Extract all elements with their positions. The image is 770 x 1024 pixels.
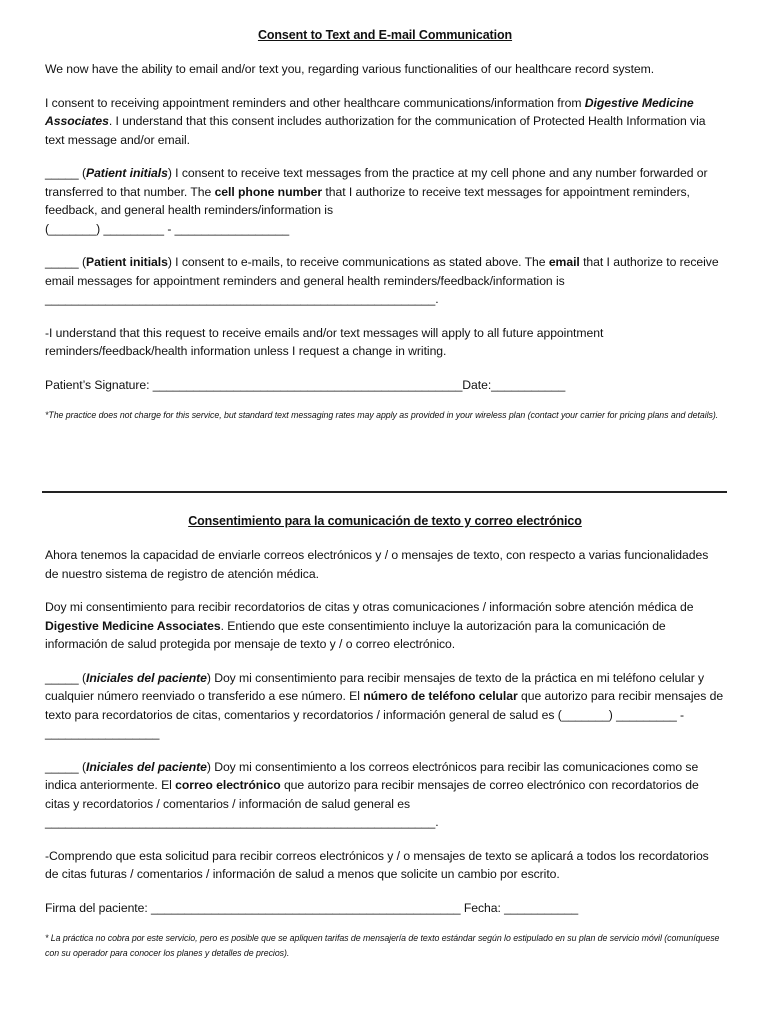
- text-consent-a: ) I consent to receive text messages from the practice at my cell phone and any number forwarded or transferred to that number. The: [45, 166, 708, 199]
- patient-initials-label: Iniciales del paciente: [86, 759, 207, 774]
- consent-text-b: . Entiendo que este consentimiento incluye la autorización para la comunicación de información de salud protegida por mensaje de texto y / o correo electrónico.: [45, 618, 666, 651]
- initials-blank[interactable]: _____ (: [45, 255, 86, 269]
- spanish-consent-paragraph: [45, 598, 725, 654]
- spanish-text-consent: [45, 669, 725, 743]
- practice-name: Digestive Medicine Associates: [45, 95, 694, 128]
- practice-name: Digestive Medicine Associates: [45, 618, 221, 633]
- patient-initials-label: Patient initials: [86, 166, 168, 180]
- consent-text-a: Doy mi consentimiento para recibir recordatorios de citas y otras comunicaciones / información sobre atención médica de: [45, 600, 694, 614]
- cell-phone-label: número de teléfono celular: [363, 689, 518, 703]
- initials-blank[interactable]: _____ (: [45, 759, 86, 774]
- spanish-title: Consentimiento para la comunicación de texto y correo electrónico: [188, 514, 582, 528]
- spanish-intro: Ahora tenemos la capacidad de enviarle correos electrónicos y / o mensajes de texto, con respecto a varias funcionalidades de nuestro sistema de registro de atención médica.: [45, 548, 709, 581]
- email-consent-a: ) I consent to e-mails, to receive communications as stated above. The: [167, 255, 549, 269]
- consent-text-a: I consent to receiving appointment reminders and other healthcare communications/information from: [45, 95, 585, 110]
- patient-initials-label: Patient initials: [86, 255, 168, 269]
- text-consent-b: que autorizo para recibir mensajes de texto para recordatorios de citas, comentarios y recordatorios / información general de salud es (_______) _________ - _________________: [45, 689, 724, 740]
- english-understanding: -I understand that this request to receive emails and/or text messages will apply to all future appointment reminders/feedback/health information unless I request a change in writing.: [45, 325, 604, 358]
- initials-blank[interactable]: _____ (: [45, 166, 86, 180]
- english-section: [45, 28, 725, 423]
- email-field[interactable]: __________________________________________________________.: [45, 292, 439, 306]
- english-footnote: *The practice does not charge for this service, but standard text messaging rates may apply as provided in your wireless plan (contact your carrier for pricing plans and details).: [45, 410, 719, 420]
- phone-number-field[interactable]: (_______) _________ - _________________: [45, 221, 290, 236]
- english-intro: We now have the ability to email and/or text you, regarding various functionalities of our healthcare record system.: [45, 62, 655, 76]
- initials-blank[interactable]: _____ (: [45, 670, 86, 685]
- email-consent-b: que autorizo para recibir mensajes de correo electrónico con recordatorios de citas y recordatorios / comentarios / información de salud general es: [45, 778, 699, 811]
- patient-initials-label: Iniciales del paciente: [86, 670, 207, 685]
- text-consent-a: ) Doy mi consentimiento para recibir mensajes de texto de la práctica en mi teléfono celular y cualquier número reenviado o transferido a ese número. El: [45, 670, 705, 703]
- text-consent-b: that I authorize to receive text messages for appointment reminders, feedback, and general health reminders/information is: [45, 184, 690, 217]
- english-signature-line[interactable]: Patient’s Signature: ______________________________________________Date:___________: [45, 377, 566, 392]
- spanish-signature-line[interactable]: Firma del paciente: ______________________________________________ Fecha: ___________: [45, 900, 579, 915]
- email-consent-a: ) Doy mi consentimiento a los correos electrónicos para recibir las comunicaciones como se indica anteriormente. El: [45, 759, 699, 792]
- english-text-consent: [45, 164, 725, 238]
- cell-phone-label: cell phone number: [214, 184, 323, 199]
- spanish-understanding: -Comprendo que esta solicitud para recibir correos electrónicos y / o mensajes de texto se aplicará a todos los recordatorios de citas futuras / comentarios / información de salud a menos que solicite un cambio por escrito.: [45, 848, 709, 881]
- section-divider: [42, 491, 727, 493]
- spanish-email-consent: [45, 758, 725, 832]
- english-title: Consent to Text and E-mail Communication: [257, 28, 513, 42]
- spanish-section: [45, 514, 725, 961]
- email-label: correo electrónico: [175, 778, 281, 792]
- spanish-footnote: * La práctica no cobra por este servicio, pero es posible que se apliquen tarifas de mensajería de texto estándar según lo estipulado en su plan de servicio móvil (comuníquese con su operador para conocer los planes y detalles de precios).: [45, 933, 720, 958]
- english-email-consent: [45, 253, 725, 309]
- email-consent-b: that I authorize to receive email messages for appointment reminders and general health reminders/feedback/information is: [45, 255, 719, 288]
- email-field[interactable]: __________________________________________________________.: [45, 815, 439, 829]
- english-consent-paragraph: [45, 94, 725, 150]
- email-label: email: [548, 255, 580, 269]
- consent-text-b: . I understand that this consent includes authorization for the communication of Protected Health Information via text message and/or email.: [45, 114, 706, 147]
